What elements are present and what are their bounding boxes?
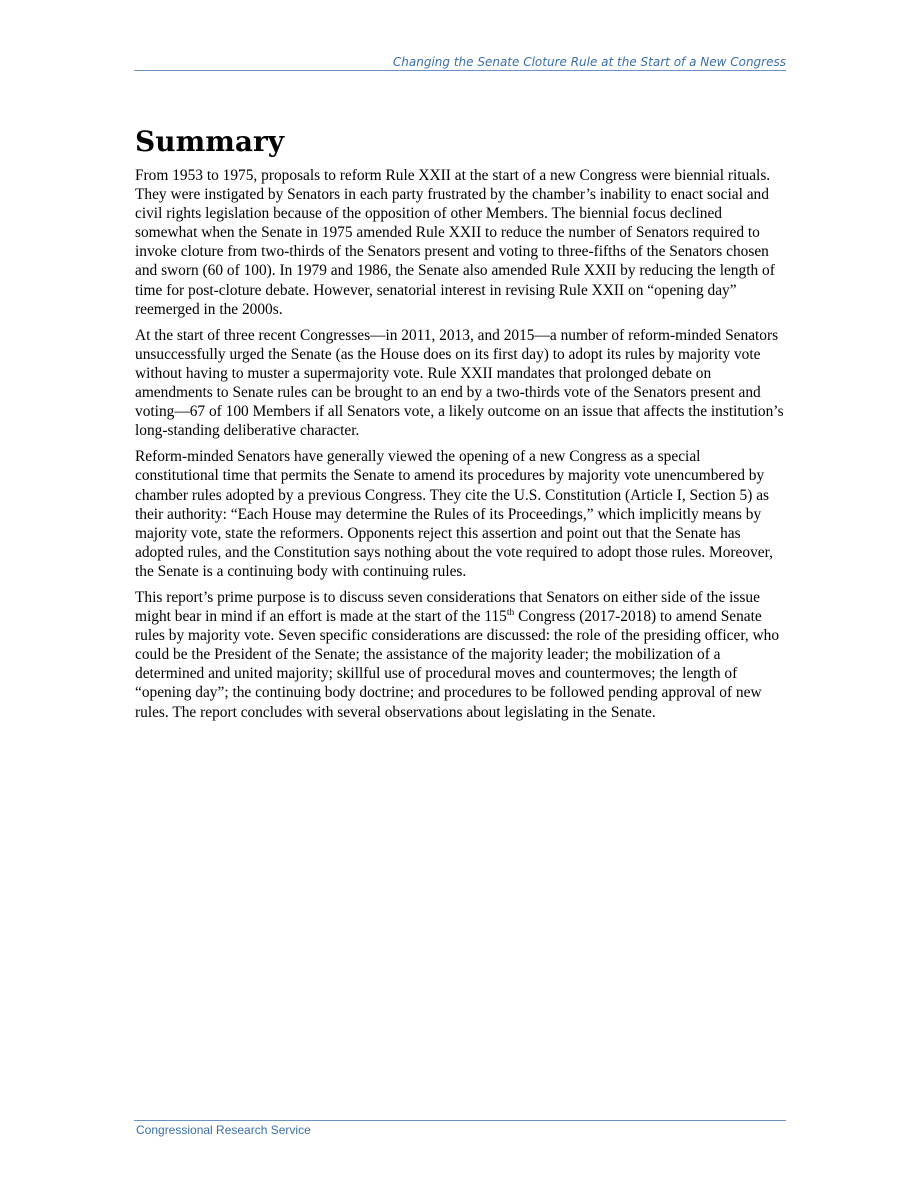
ordinal-suffix: th [506, 607, 515, 618]
header-divider [134, 70, 786, 71]
footer-divider [134, 1120, 786, 1121]
footer-organization: Congressional Research Service [136, 1123, 311, 1137]
summary-paragraph-1: From 1953 to 1975, proposals to reform Rule XXII at the start of a new Congress were biennial rituals. They were instigated by Senators in each party frustrated by the chamber’s inability to enact social and civil rights legislation because of the opposition of other Members. The biennial focus declined somewhat when the Senate in 1975 amended Rule XXII to reduce the number of Senators required to invoke cloture from two-thirds of the Senators present and voting to three-fifths of the Senators chosen and sworn (60 of 100). In 1979 and 1986, the Senate also amended Rule XXII by reducing the length of time for post-cloture debate. However, senatorial interest in revising Rule XXII on “opening day” reemerged in the 2000s. [135, 167, 775, 318]
summary-paragraph-3: Reform-minded Senators have generally viewed the opening of a new Congress as a special constitutional time that permits the Senate to amend its procedures by majority vote unencumbered by chamber rules adopted by a previous Congress. They cite the U.S. Constitution (Article I, Section 5) as their authority: “Each House may determine the Rules of its Proceedings,” which implicitly means by majority vote, state the reformers. Opponents reject this assertion and point out that the Senate has adopted rules, and the Constitution says nothing about the vote required to adopt those rules. Moreover, the Senate is a continuing body with continuing rules. [135, 448, 773, 580]
paragraph-4-text-before: This report’s prime purpose is to discuss seven considerations that Senators on either side of the issue might bear in mind if an effort is made at the start of the 115 [135, 588, 760, 626]
summary-section [135, 124, 785, 729]
running-header-title: Changing the Senate Cloture Rule at the Start of a New Congress [392, 55, 786, 69]
summary-paragraph-2: At the start of three recent Congresses—in 2011, 2013, and 2015—a number of reform-minded Senators unsuccessfully urged the Senate (as the House does on its first day) to adopt its rules by majority vote without having to muster a supermajority vote. Rule XXII mandates that prolonged debate on amendments to Senate rules can be brought to an end by a two-thirds vote of the Senators present and voting—67 of 100 Members if all Senators vote, a likely outcome on an issue that affects the institution’s long-standing deliberative character. [135, 326, 784, 440]
summary-paragraph-4 [135, 588, 785, 722]
summary-heading: Summary [135, 125, 284, 158]
paragraph-4-text-after: Congress (2017-2018) to amend Senate rules by majority vote. Seven specific considerations are discussed: the role of the presiding officer, who could be the President of the Senate; the assistance of the majority leader; the mobilization of a determined and united majority; skillful use of procedural moves and countermoves; the length of “opening day”; the continuing body doctrine; and procedures to be followed pending approval of new rules. The report concludes with several observations about legislating in the Senate. [135, 608, 780, 721]
